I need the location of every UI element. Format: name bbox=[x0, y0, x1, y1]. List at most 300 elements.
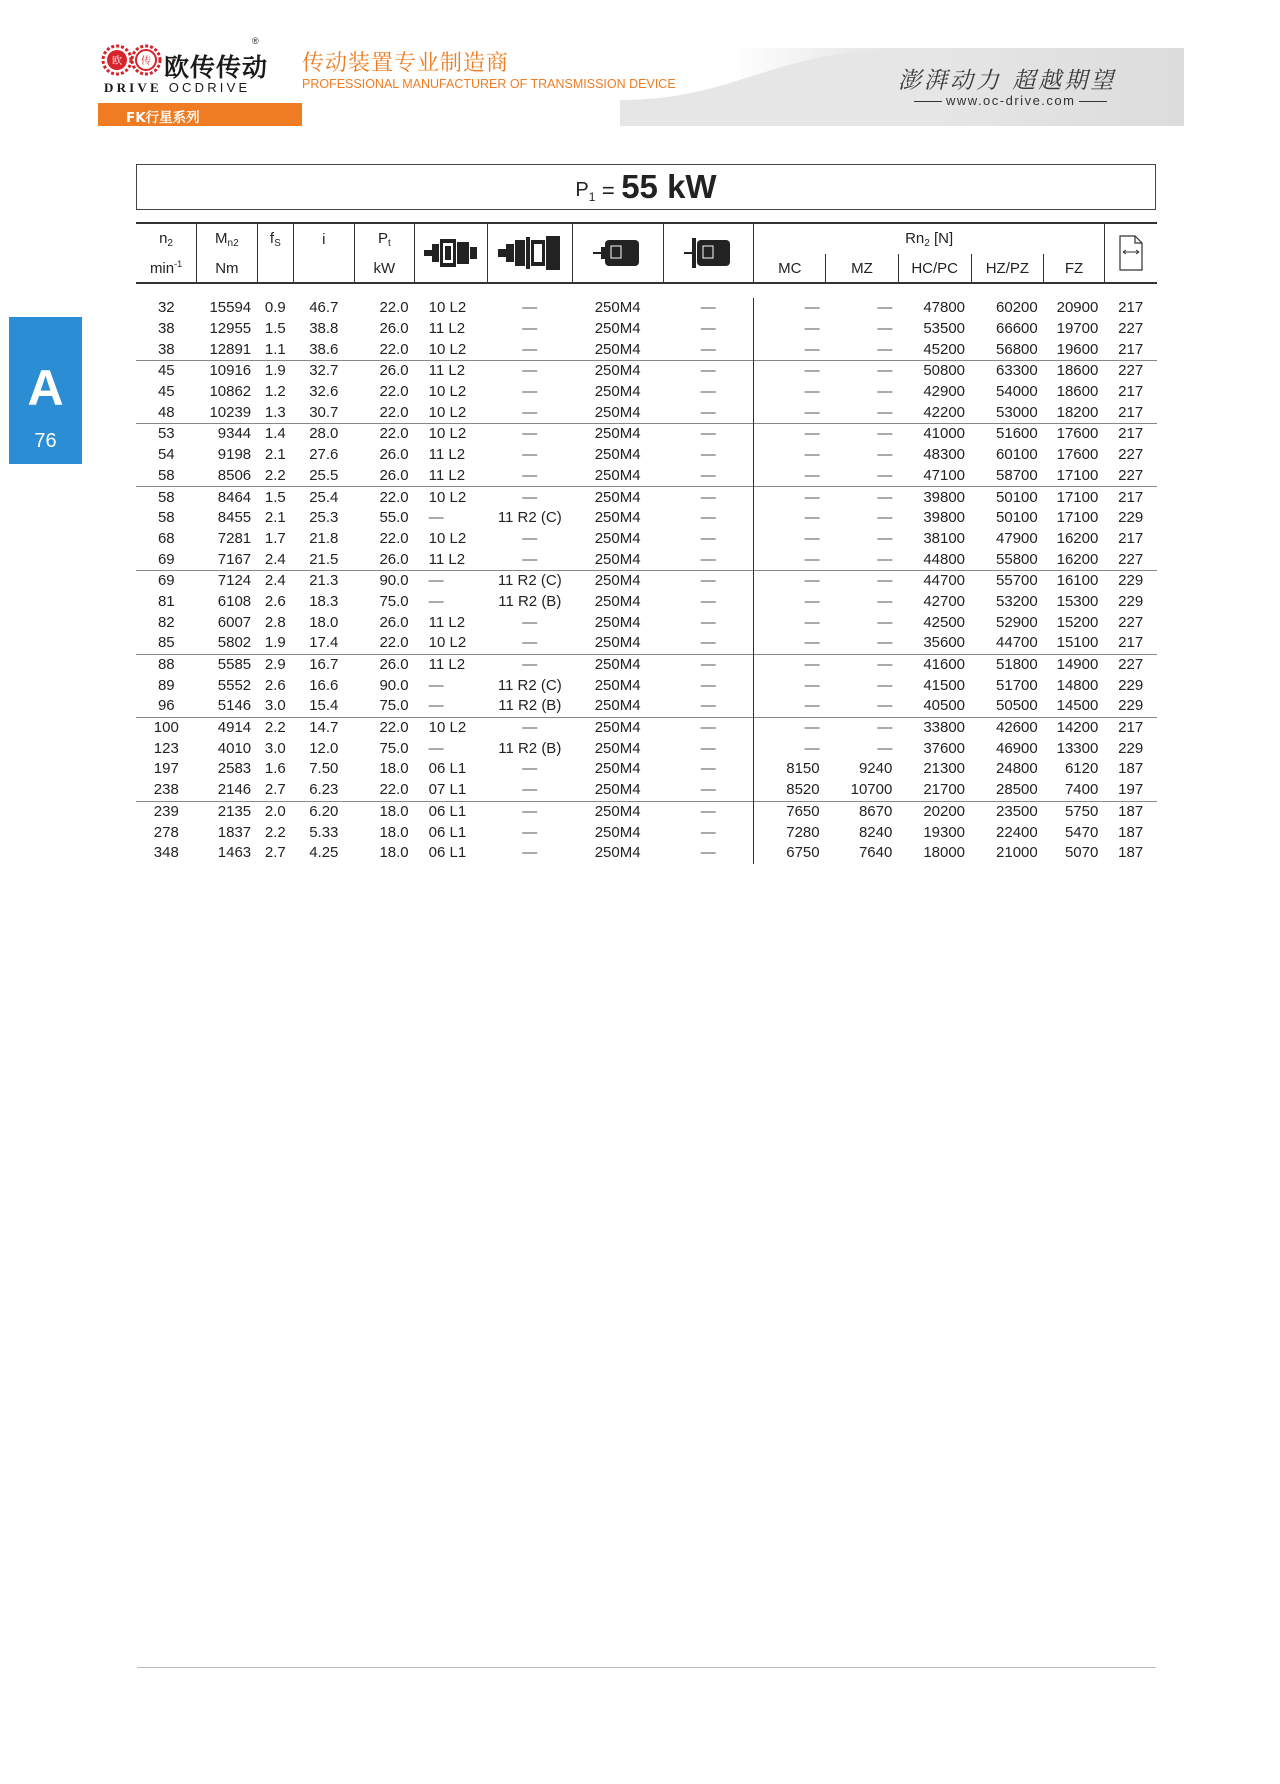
cell-g1: — bbox=[415, 570, 488, 591]
cell-n2: 69 bbox=[157, 550, 175, 568]
tagline-cn: 传动装置专业制造商 bbox=[302, 51, 510, 76]
cell-g1: 11 L2 bbox=[428, 446, 466, 464]
cell-mc: — bbox=[754, 508, 826, 529]
cell-pg: 229 bbox=[1118, 592, 1144, 610]
cell-m1: 250M4 bbox=[594, 340, 641, 358]
cell-fs: 2.4 bbox=[257, 570, 293, 591]
cell-mc: — bbox=[754, 592, 826, 613]
col-hzpz: HZ/PZ bbox=[971, 254, 1044, 283]
cell-mn2: 4010 bbox=[217, 739, 252, 757]
cell-hc: 38100 bbox=[923, 529, 966, 547]
cell-hz: 53200 bbox=[996, 592, 1038, 610]
website-url[interactable]: www.oc-drive.com bbox=[910, 93, 1111, 108]
cell-m2: — bbox=[700, 781, 716, 799]
cell-pt: 18.0 bbox=[379, 844, 409, 862]
cell-mn2: 10916 bbox=[197, 361, 258, 382]
col-fs: $f_S$ bbox=[257, 223, 293, 254]
cell-i: 6.20 bbox=[294, 801, 355, 822]
cell-pg: 227 bbox=[1118, 320, 1144, 338]
cell-m2: — bbox=[663, 361, 754, 382]
cell-fz: 17600 bbox=[1044, 424, 1105, 445]
cell-mz: — bbox=[877, 613, 893, 631]
cell-g2: — bbox=[522, 320, 538, 338]
cell-mn2: 7124 bbox=[197, 570, 258, 591]
cell-mn2: 2146 bbox=[217, 781, 252, 799]
cell-mz: 9240 bbox=[858, 760, 893, 778]
cell-m1: 250M4 bbox=[594, 529, 641, 547]
cell-pg: 229 bbox=[1104, 570, 1157, 591]
cell-g2: — bbox=[487, 654, 572, 675]
cell-m2: — bbox=[700, 697, 716, 715]
power-value: 55 kW bbox=[621, 168, 717, 205]
cell-mn2: 7281 bbox=[217, 529, 252, 547]
cell-pt: 90.0 bbox=[354, 570, 415, 591]
cell-fz: 16200 bbox=[1056, 550, 1099, 568]
cell-mz: — bbox=[877, 739, 893, 757]
cell-fz: 19700 bbox=[1056, 320, 1099, 338]
table-row bbox=[136, 696, 1157, 717]
cell-i: 25.5 bbox=[309, 466, 339, 484]
table-row bbox=[136, 633, 1157, 654]
cell-m1: 250M4 bbox=[572, 361, 663, 382]
cell-pg: 229 bbox=[1118, 697, 1144, 715]
cell-mn2: 6108 bbox=[217, 592, 252, 610]
cell-hc: 41000 bbox=[898, 424, 971, 445]
cell-n2: 239 bbox=[136, 801, 197, 822]
cell-pt: 22.0 bbox=[379, 340, 409, 358]
cell-pg: 227 bbox=[1104, 361, 1157, 382]
cell-pt: 22.0 bbox=[354, 717, 415, 738]
cell-i: 14.7 bbox=[294, 717, 355, 738]
cell-fs: 2.0 bbox=[257, 801, 293, 822]
cell-pt: 26.0 bbox=[379, 446, 409, 464]
cell-g2: — bbox=[522, 466, 538, 484]
cell-hz: 44700 bbox=[996, 634, 1038, 652]
cell-mn2: 1463 bbox=[217, 844, 252, 862]
cell-fs: 2.2 bbox=[257, 717, 293, 738]
cell-m2: — bbox=[700, 550, 716, 568]
cell-m1: 250M4 bbox=[594, 823, 641, 841]
cell-mc: 8520 bbox=[754, 780, 826, 801]
cell-fs: 3.0 bbox=[264, 739, 286, 757]
cell-mz: — bbox=[877, 509, 893, 527]
cell-n2: 238 bbox=[153, 781, 179, 799]
cell-hz: 55700 bbox=[971, 570, 1044, 591]
cell-mc: — bbox=[754, 361, 826, 382]
cell-mn2: 5585 bbox=[197, 654, 258, 675]
cell-hc: 35600 bbox=[923, 634, 966, 652]
cell-mc: — bbox=[754, 466, 826, 487]
cell-mc: — bbox=[754, 382, 826, 403]
cell-i: 5.33 bbox=[309, 823, 339, 841]
cell-m2: — bbox=[700, 340, 716, 358]
page-header bbox=[0, 0, 1280, 130]
gearbox-inline-icon bbox=[415, 223, 488, 283]
cell-pt: 18.0 bbox=[354, 801, 415, 822]
cell-g2: 11 R2 (B) bbox=[498, 739, 562, 757]
cell-fz: 5070 bbox=[1064, 844, 1099, 862]
cell-hc: 45200 bbox=[923, 340, 966, 358]
cell-fz: 18600 bbox=[1044, 361, 1105, 382]
col-hcpc: HC/PC bbox=[898, 254, 971, 283]
selection-table-wrap bbox=[136, 222, 1157, 864]
cell-n2: 88 bbox=[136, 654, 197, 675]
cell-hc: 33800 bbox=[898, 717, 971, 738]
cell-i: 21.8 bbox=[309, 529, 339, 547]
cell-m2: — bbox=[700, 403, 716, 421]
cell-m1: 250M4 bbox=[594, 320, 641, 338]
cell-mn2: 12955 bbox=[209, 320, 252, 338]
cell-mn2: 4914 bbox=[197, 717, 258, 738]
col-mn2-unit: Nm bbox=[197, 254, 258, 283]
cell-fz: 17100 bbox=[1044, 487, 1105, 508]
cell-g2: — bbox=[522, 844, 538, 862]
cell-mc: — bbox=[754, 402, 826, 423]
cell-fs: 2.7 bbox=[264, 781, 286, 799]
cell-g1: 07 L1 bbox=[428, 781, 467, 799]
cell-n2: 32 bbox=[157, 299, 175, 317]
cell-mc: — bbox=[754, 549, 826, 570]
cell-mz: 8670 bbox=[826, 801, 899, 822]
cell-pt: 22.0 bbox=[379, 403, 409, 421]
cell-hz: 54000 bbox=[996, 383, 1038, 401]
table-row bbox=[136, 759, 1157, 780]
page-number: 76 bbox=[34, 430, 57, 452]
cell-i: 46.7 bbox=[309, 299, 339, 317]
cell-hz: 42600 bbox=[971, 717, 1044, 738]
cell-fz: 17600 bbox=[1056, 446, 1099, 464]
cell-mc: — bbox=[754, 570, 826, 591]
cell-mc: — bbox=[754, 424, 826, 445]
cell-fs: 2.7 bbox=[264, 844, 286, 862]
col-mz: MZ bbox=[826, 254, 899, 283]
cell-hc: 44800 bbox=[923, 550, 966, 568]
cell-fs: 1.5 bbox=[257, 487, 293, 508]
cell-g1: 11 L2 bbox=[428, 550, 466, 568]
table-row bbox=[136, 612, 1157, 633]
cell-pg: 187 bbox=[1118, 844, 1144, 862]
cell-mz: — bbox=[826, 654, 899, 675]
cell-mn2: 9198 bbox=[217, 446, 252, 464]
cell-g1: 06 L1 bbox=[415, 801, 488, 822]
cell-g2: — bbox=[522, 823, 538, 841]
cell-hz: 46900 bbox=[996, 739, 1038, 757]
cell-mc: 8150 bbox=[754, 759, 826, 780]
cell-g2: 11 R2 (C) bbox=[497, 509, 562, 527]
cell-g1: 10 L2 bbox=[428, 403, 467, 421]
cell-mn2: 7167 bbox=[217, 550, 252, 568]
cell-mc: — bbox=[754, 487, 826, 508]
tagline-en: PROFESSIONAL MANUFACTURER OF TRANSMISSION DEVICE bbox=[302, 77, 676, 91]
cell-fz: 20900 bbox=[1056, 299, 1099, 317]
cell-pg: 227 bbox=[1118, 466, 1144, 484]
slogan: 澎湃动力 超越期望 bbox=[898, 68, 1117, 94]
cell-hc: 42200 bbox=[923, 403, 966, 421]
cell-g1: — bbox=[428, 697, 444, 715]
cell-g2: — bbox=[487, 717, 572, 738]
cell-i: 30.7 bbox=[309, 403, 339, 421]
cell-n2: 89 bbox=[157, 676, 175, 694]
cell-mn2: 12891 bbox=[209, 340, 252, 358]
cell-fz: 15200 bbox=[1056, 613, 1099, 631]
cell-pt: 26.0 bbox=[354, 654, 415, 675]
cell-g1: — bbox=[428, 739, 444, 757]
cell-hz: 51600 bbox=[971, 424, 1044, 445]
cell-mc: — bbox=[754, 319, 826, 340]
cell-m1: 250M4 bbox=[594, 550, 641, 568]
cell-m1: 250M4 bbox=[572, 717, 663, 738]
cell-mc: 7280 bbox=[754, 822, 826, 843]
cell-m2: — bbox=[700, 383, 716, 401]
cell-fs: 1.7 bbox=[264, 529, 286, 547]
table-row bbox=[136, 529, 1157, 550]
cell-pg: 229 bbox=[1118, 739, 1144, 757]
cell-mc: — bbox=[754, 654, 826, 675]
cell-pg: 227 bbox=[1104, 654, 1157, 675]
cell-g2: — bbox=[487, 487, 572, 508]
section-tab[interactable] bbox=[9, 317, 82, 464]
cell-g2: — bbox=[522, 781, 538, 799]
cell-i: 15.4 bbox=[309, 697, 339, 715]
cell-m2: — bbox=[700, 509, 716, 527]
cell-hz: 52900 bbox=[996, 613, 1038, 631]
gear-logo-icon bbox=[100, 40, 166, 80]
cell-m2: — bbox=[663, 570, 754, 591]
cell-fs: 2.2 bbox=[264, 466, 286, 484]
cell-fz: 17100 bbox=[1056, 509, 1099, 527]
cell-fs: 2.2 bbox=[264, 823, 286, 841]
cell-m2: — bbox=[700, 739, 716, 757]
cell-m1: 250M4 bbox=[594, 844, 641, 862]
cell-fs: 1.2 bbox=[264, 383, 286, 401]
cell-hc: 21700 bbox=[923, 781, 966, 799]
power-title: $P_1 = 55$ kW bbox=[575, 168, 717, 205]
cell-i: 12.0 bbox=[309, 739, 339, 757]
series-label: FK行星系列 bbox=[126, 110, 200, 126]
cell-hc: 53500 bbox=[923, 320, 966, 338]
cell-m1: 250M4 bbox=[572, 424, 663, 445]
cell-g2: — bbox=[487, 801, 572, 822]
gearbox-flange-icon bbox=[487, 223, 572, 283]
cell-g2: 11 R2 (B) bbox=[498, 697, 562, 715]
cell-m1: 250M4 bbox=[572, 570, 663, 591]
cell-mc: — bbox=[754, 298, 826, 319]
cell-n2: 123 bbox=[153, 739, 179, 757]
page-dimension-icon bbox=[1104, 223, 1157, 283]
cell-pg: 217 bbox=[1118, 403, 1144, 421]
cell-mn2: 1837 bbox=[217, 823, 252, 841]
cell-n2: 48 bbox=[157, 403, 175, 421]
cell-g2: 11 R2 (B) bbox=[498, 592, 562, 610]
cell-pg: 217 bbox=[1118, 340, 1144, 358]
cell-n2: 45 bbox=[136, 361, 197, 382]
cell-mn2: 10862 bbox=[209, 383, 252, 401]
cell-i: 21.3 bbox=[294, 570, 355, 591]
cell-m1: 250M4 bbox=[594, 592, 641, 610]
cell-fz: 14200 bbox=[1044, 717, 1105, 738]
table-row bbox=[136, 843, 1157, 864]
cell-mc: — bbox=[754, 738, 826, 759]
cell-mz: — bbox=[877, 550, 893, 568]
col-rn2-group: $Rn_2$ [N] bbox=[754, 223, 1104, 254]
table-row bbox=[136, 466, 1157, 487]
cell-pg: 217 bbox=[1118, 529, 1144, 547]
cell-mz: — bbox=[877, 340, 893, 358]
cell-mz: — bbox=[877, 383, 893, 401]
cell-hc: 19300 bbox=[923, 823, 966, 841]
cell-fs: 2.9 bbox=[257, 654, 293, 675]
cell-i: 32.7 bbox=[294, 361, 355, 382]
cell-n2: 100 bbox=[136, 717, 197, 738]
cell-hz: 58700 bbox=[996, 466, 1038, 484]
cell-fz: 13300 bbox=[1056, 739, 1099, 757]
cell-hc: 42700 bbox=[923, 592, 966, 610]
registered-mark: ® bbox=[252, 36, 259, 46]
cell-i: 38.6 bbox=[309, 340, 339, 358]
cell-g1: 10 L2 bbox=[428, 529, 467, 547]
cell-mz: — bbox=[877, 529, 893, 547]
cell-m1: 250M4 bbox=[594, 781, 641, 799]
cell-mn2: 9344 bbox=[197, 424, 258, 445]
cell-hz: 24800 bbox=[996, 760, 1038, 778]
cell-pt: 22.0 bbox=[379, 529, 409, 547]
cell-mn2: 10239 bbox=[209, 403, 252, 421]
cell-hc: 47800 bbox=[923, 299, 966, 317]
cell-fz: 14900 bbox=[1044, 654, 1105, 675]
cell-pg: 227 bbox=[1118, 550, 1144, 568]
cell-n2: 58 bbox=[136, 487, 197, 508]
table-body bbox=[136, 283, 1157, 864]
cell-hz: 50100 bbox=[996, 509, 1038, 527]
table-row bbox=[136, 382, 1157, 403]
table-row bbox=[136, 675, 1157, 696]
cell-i: 7.50 bbox=[309, 760, 339, 778]
cell-hz: 51700 bbox=[996, 676, 1038, 694]
cell-fs: 0.9 bbox=[264, 299, 286, 317]
cell-mc: — bbox=[754, 696, 826, 717]
col-fz: FZ bbox=[1044, 254, 1105, 283]
table-row bbox=[136, 487, 1157, 508]
cell-n2: 85 bbox=[157, 634, 175, 652]
cell-mn2: 5802 bbox=[217, 634, 252, 652]
cell-i: 27.6 bbox=[309, 446, 339, 464]
cell-mz: — bbox=[877, 403, 893, 421]
col-mc: MC bbox=[754, 254, 826, 283]
table-row bbox=[136, 445, 1157, 466]
cell-hz: 50100 bbox=[971, 487, 1044, 508]
cell-m2: — bbox=[700, 634, 716, 652]
cell-g1: — bbox=[428, 676, 444, 694]
cell-fs: 2.1 bbox=[264, 509, 286, 527]
cell-g2: — bbox=[522, 634, 538, 652]
cell-m1: 250M4 bbox=[594, 613, 641, 631]
cell-m1: 250M4 bbox=[594, 676, 641, 694]
cell-g1: 11 L2 bbox=[428, 466, 466, 484]
table-row bbox=[136, 717, 1157, 738]
cell-g2: 11 R2 (C) bbox=[487, 570, 572, 591]
cell-mz: — bbox=[877, 676, 893, 694]
cell-m1: 250M4 bbox=[594, 634, 641, 652]
cell-m2: — bbox=[663, 801, 754, 822]
cell-fs: 2.4 bbox=[264, 550, 286, 568]
cell-pg: 217 bbox=[1118, 634, 1144, 652]
cell-pg: 217 bbox=[1118, 299, 1144, 317]
cell-fz: 14800 bbox=[1056, 676, 1099, 694]
motor-shaft-icon bbox=[572, 223, 663, 283]
cell-mn2: 6007 bbox=[217, 613, 252, 631]
cell-pg: 187 bbox=[1104, 801, 1157, 822]
power-title-box bbox=[136, 164, 1156, 210]
cell-fz: 6120 bbox=[1064, 760, 1099, 778]
cell-mz: — bbox=[877, 466, 893, 484]
cell-n2: 38 bbox=[157, 340, 175, 358]
cell-m2: — bbox=[700, 299, 716, 317]
cell-pt: 75.0 bbox=[379, 697, 409, 715]
cell-hz: 28500 bbox=[996, 781, 1038, 799]
cell-i: 32.6 bbox=[309, 383, 339, 401]
cell-pt: 22.0 bbox=[379, 299, 409, 317]
cell-pg: 229 bbox=[1118, 509, 1144, 527]
cell-m2: — bbox=[663, 717, 754, 738]
cell-fz: 15300 bbox=[1056, 592, 1099, 610]
cell-m1: 250M4 bbox=[594, 697, 641, 715]
cell-pt: 90.0 bbox=[379, 676, 409, 694]
cell-g2: — bbox=[522, 383, 538, 401]
cell-g2: — bbox=[522, 446, 538, 464]
cell-pt: 22.0 bbox=[379, 634, 409, 652]
cell-m1: 250M4 bbox=[572, 801, 663, 822]
cell-fz: 7400 bbox=[1064, 781, 1099, 799]
cell-mc: — bbox=[754, 675, 826, 696]
col-fs-unit bbox=[257, 254, 293, 283]
cell-fz: 19600 bbox=[1056, 340, 1099, 358]
cell-g1: 06 L1 bbox=[428, 844, 467, 862]
cell-m2: — bbox=[700, 823, 716, 841]
cell-hc: 41600 bbox=[898, 654, 971, 675]
cell-g1: 10 L2 bbox=[428, 340, 467, 358]
cell-mz: 10700 bbox=[850, 781, 893, 799]
cell-fz: 14500 bbox=[1056, 697, 1099, 715]
cell-n2: 68 bbox=[157, 529, 175, 547]
cell-hz: 63300 bbox=[971, 361, 1044, 382]
cell-mz: — bbox=[877, 446, 893, 464]
cell-n2: 53 bbox=[136, 424, 197, 445]
table-row bbox=[136, 402, 1157, 423]
cell-g2: — bbox=[522, 403, 538, 421]
cell-n2: 81 bbox=[157, 592, 175, 610]
cell-pg: 217 bbox=[1104, 424, 1157, 445]
cell-hc: 20200 bbox=[898, 801, 971, 822]
cell-g1: 11 L2 bbox=[428, 613, 466, 631]
cell-n2: 348 bbox=[153, 844, 179, 862]
cell-fs: 2.8 bbox=[264, 613, 286, 631]
cell-i: 6.23 bbox=[309, 781, 339, 799]
table-row bbox=[136, 801, 1157, 822]
cell-mc: 7650 bbox=[754, 801, 826, 822]
cell-hz: 56800 bbox=[996, 340, 1038, 358]
cell-m1: 250M4 bbox=[594, 739, 641, 757]
cell-g1: 11 L2 bbox=[428, 320, 466, 338]
cell-i: 16.6 bbox=[309, 676, 339, 694]
cell-n2: 278 bbox=[153, 823, 179, 841]
cell-n2: 197 bbox=[153, 760, 179, 778]
cell-mz: — bbox=[877, 634, 893, 652]
cell-pg: 217 bbox=[1104, 717, 1157, 738]
cell-pt: 26.0 bbox=[379, 320, 409, 338]
cell-fs: 1.5 bbox=[264, 320, 286, 338]
cell-pt: 18.0 bbox=[379, 823, 409, 841]
cell-pt: 22.0 bbox=[354, 424, 415, 445]
